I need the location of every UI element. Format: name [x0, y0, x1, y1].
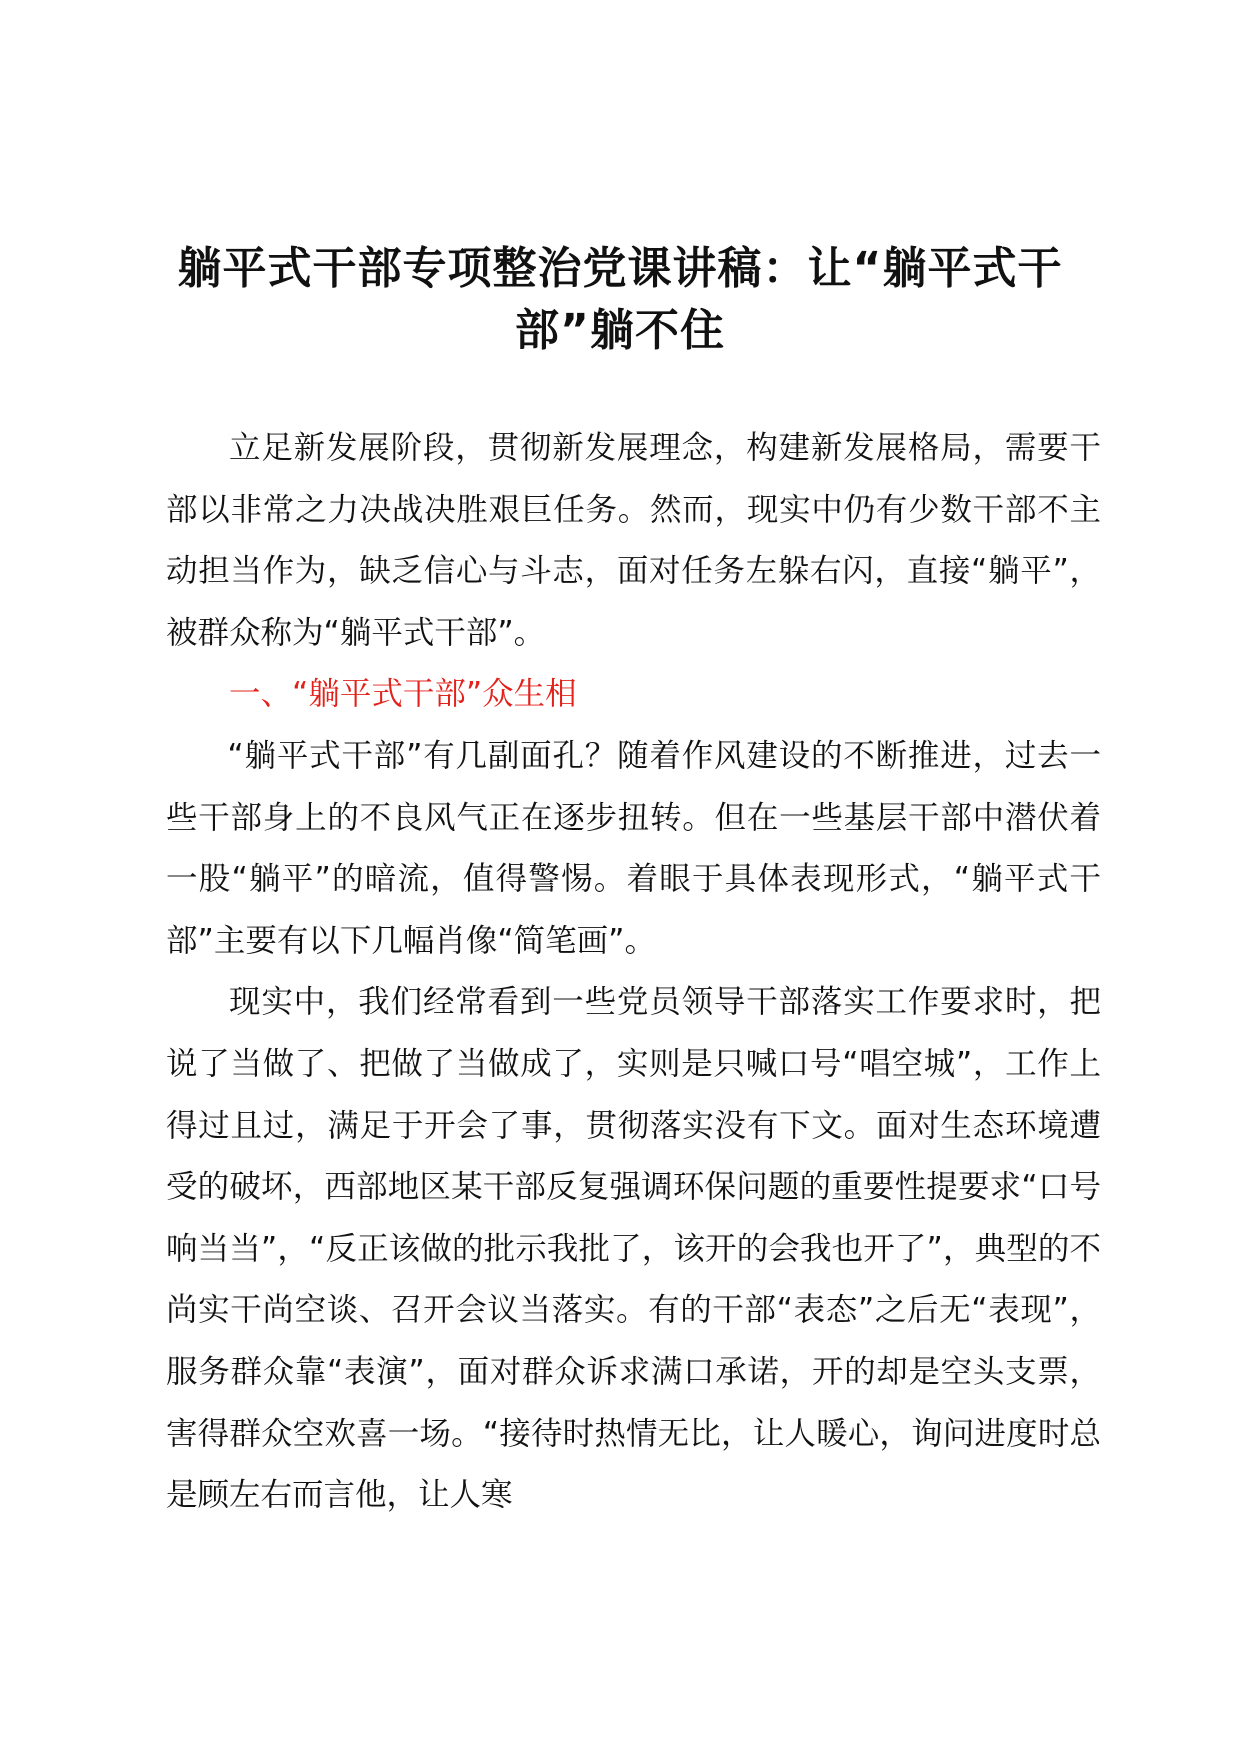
section-heading: 一、“躺平式干部”众生相: [229, 676, 577, 713]
document-title: 躺平式干部专项整治党课讲稿：让“躺平式干部”躺不住: [177, 243, 1063, 356]
document-body: [166, 418, 1101, 1527]
intro-paragraph: 立足新发展阶段，贯彻新发展理念，构建新发展格局，需要干部以非常之力决战决胜艰巨任务。然而，现实中仍有少数干部不主动担当作为，缺乏信心与斗志，面对任务左躲右闪，直接“躺平”，被群众称为“躺平式干部”。: [166, 430, 1101, 651]
body-paragraph-2: 现实中，我们经常看到一些党员领导干部落实工作要求时，把说了当做了、把做了当做成了，实则是只喊口号“唱空城”，工作上得过且过，满足于开会了事，贯彻落实没有下文。面对生态环境遭受的破坏，西部地区某干部反复强调环保问题的重要性提要求“口号响当当”，“反正该做的批示我批了，该开的会我也开了”，典型的不尚实干尚空谈、召开会议当落实。有的干部“表态”之后无“表现”，服务群众靠“表演”，面对群众诉求满口承诺，开的却是空头支票，害得群众空欢喜一场。“接待时热情无比，让人暖心，询问进度时总是顾左右而言他，让人寒: [166, 984, 1101, 1514]
body-paragraph-1: “躺平式干部”有几副面孔？随着作风建设的不断推进，过去一些干部身上的不良风气正在逐步扭转。但在一些基层干部中潜伏着一股“躺平”的暗流，值得警惕。着眼于具体表现形式，“躺平式干部”主要有以下几幅肖像“简笔画”。: [166, 737, 1101, 959]
